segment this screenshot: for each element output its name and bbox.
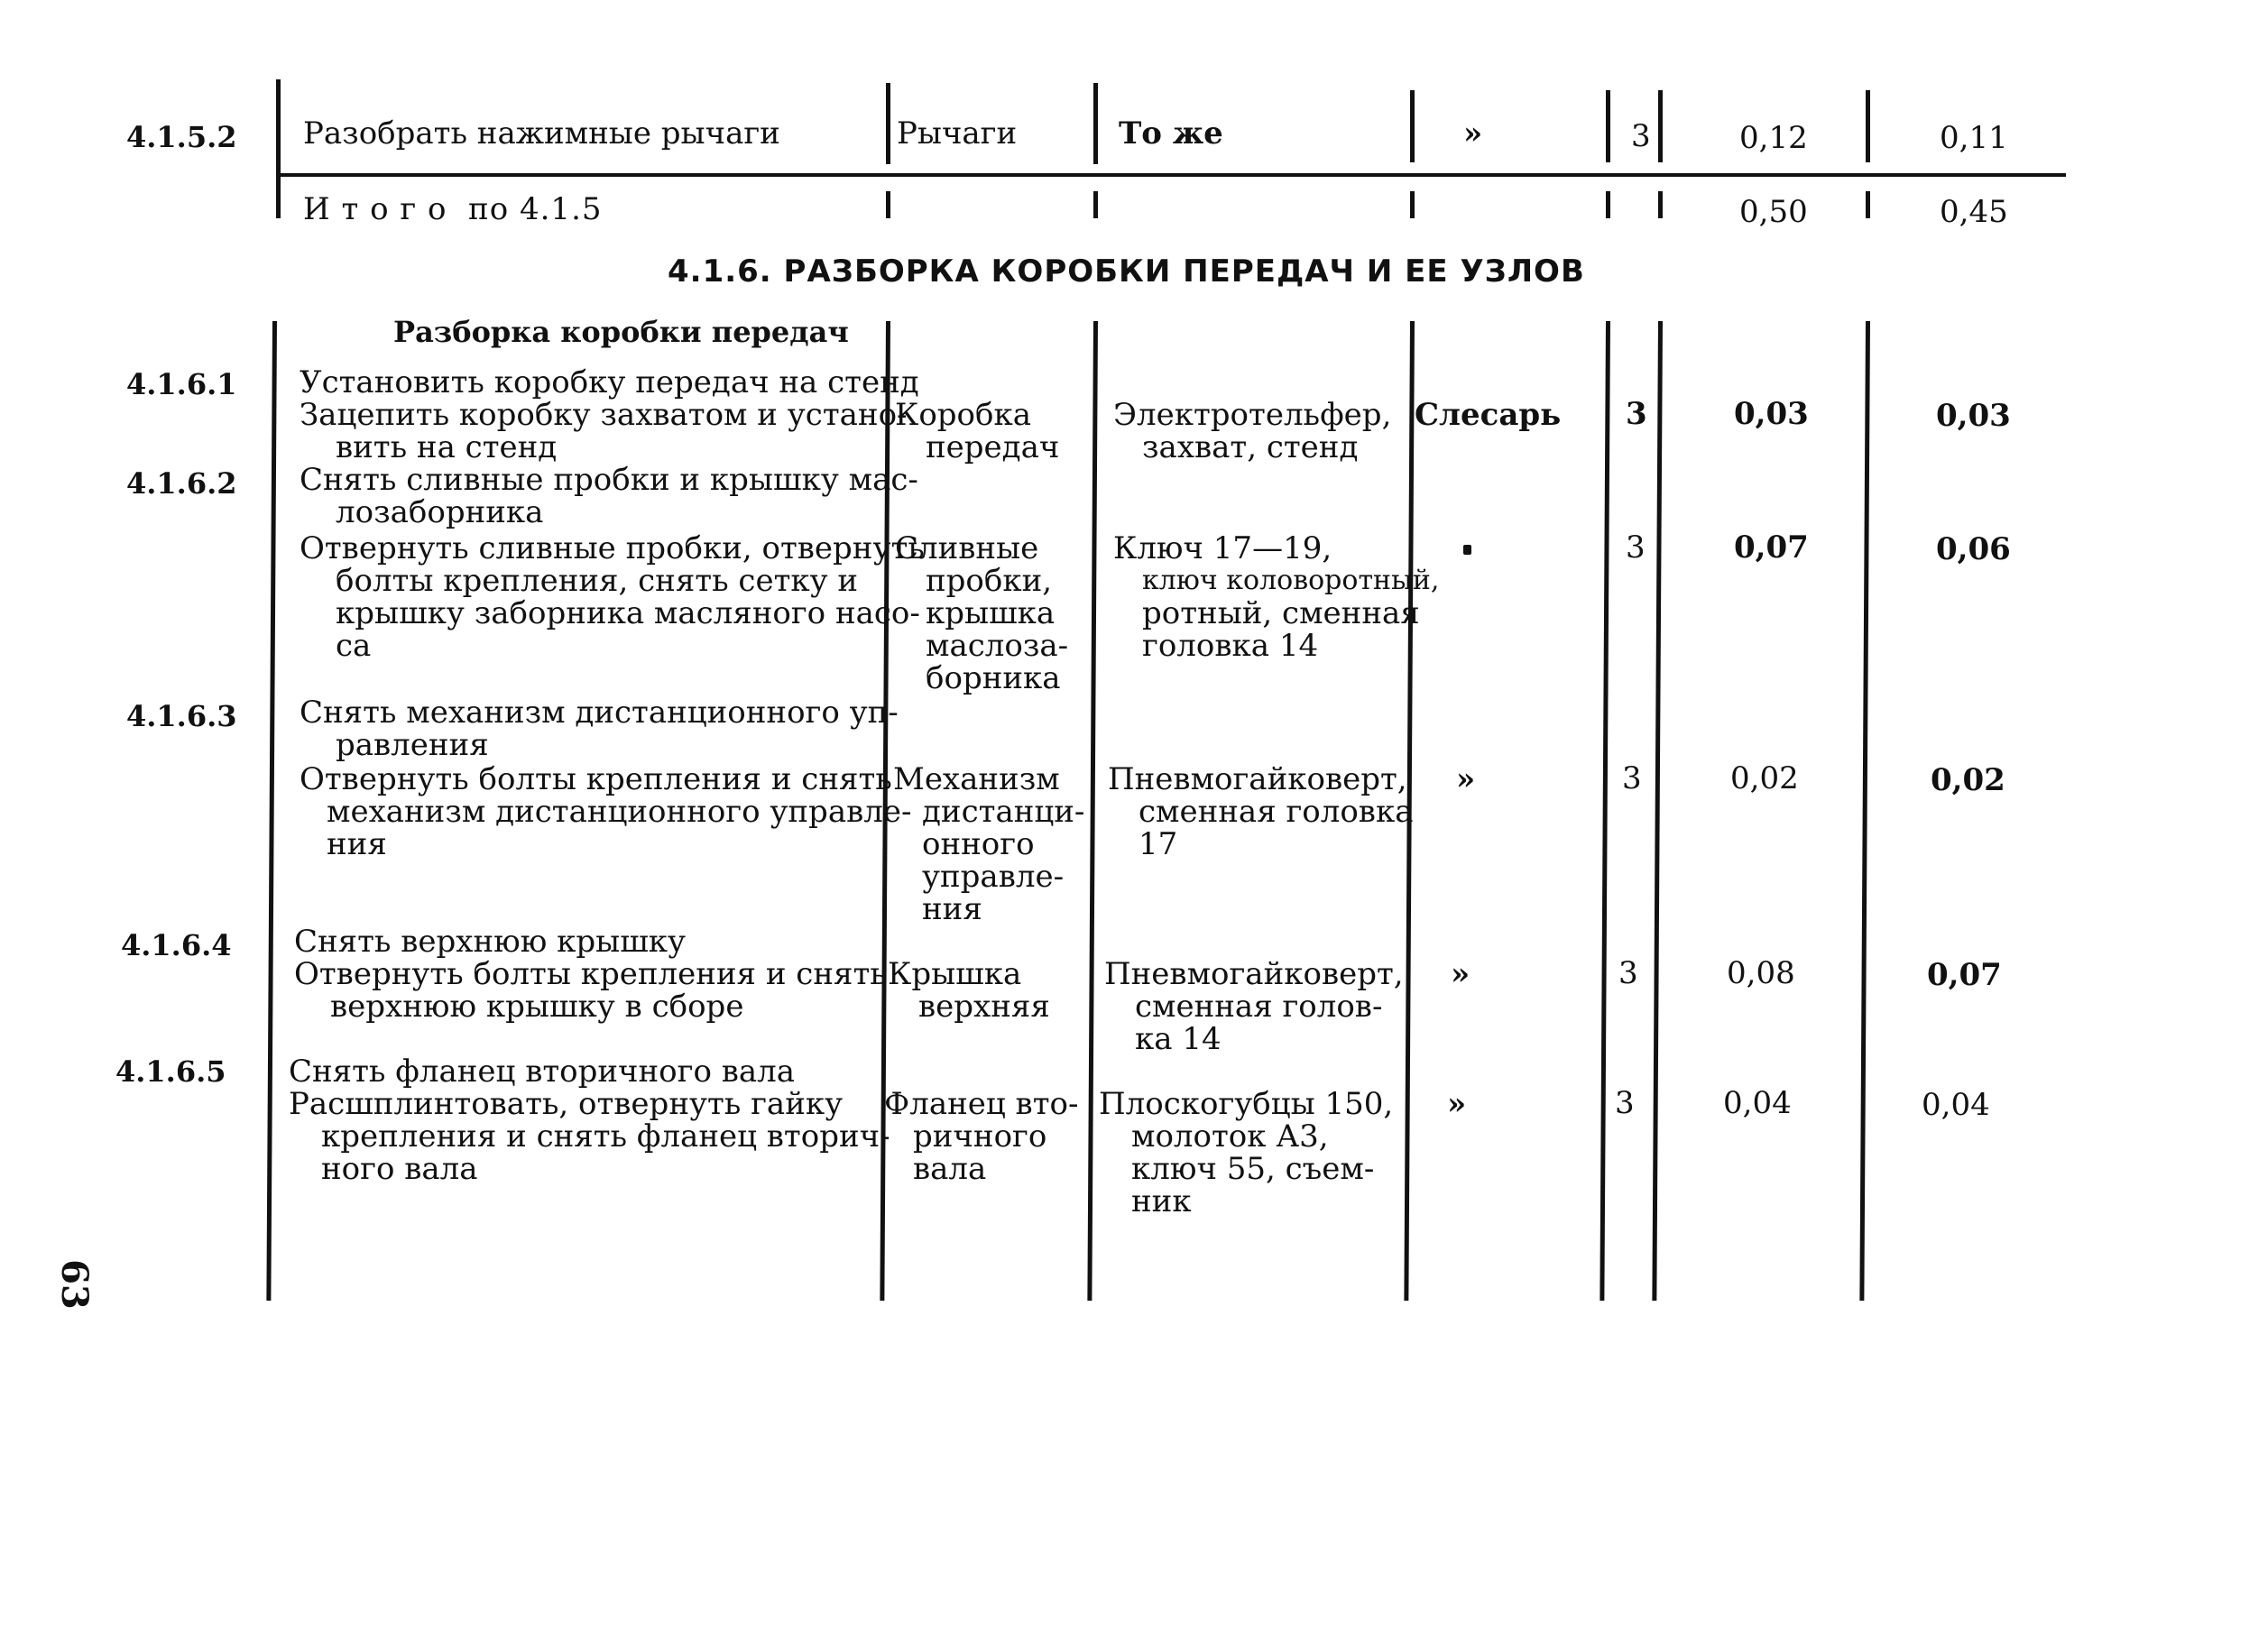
section-title: 4.1.6. РАЗБОРКА КОРОБКИ ПЕРЕДАЧ И ЕЕ УЗЛОВ <box>668 253 1585 290</box>
row-operation-line: лозаборника <box>336 494 544 530</box>
row-equipment-line: Пневмогайковерт, <box>1108 761 1407 797</box>
row-part-line: управле- <box>922 859 1065 895</box>
row-profession: » <box>1463 115 1483 152</box>
row-equipment: То же <box>1119 115 1223 152</box>
row-part-line: ния <box>922 891 982 927</box>
row-part-line: пробки, <box>926 563 1053 599</box>
row-operation: Разобрать нажимные рычаги <box>303 115 780 152</box>
row-detail-line: Отвернуть болты крепления и снять <box>294 956 887 992</box>
row-detail-line: ния <box>327 826 387 862</box>
row-part: Рычаги <box>897 115 1018 152</box>
row-time1: 0,04 <box>1723 1085 1792 1121</box>
row-equipment-line: ка 14 <box>1135 1021 1222 1057</box>
row-detail-line: Зацепить коробку захватом и устано- <box>300 397 908 433</box>
row-part-line: борника <box>926 660 1061 696</box>
row-grade: 3 <box>1618 955 1638 991</box>
rule <box>1087 321 1098 1301</box>
row-detail-line: Расшплинтовать, отвернуть гайку <box>289 1086 844 1122</box>
row-detail-line: са <box>336 628 372 664</box>
row-grade: 3 <box>1622 760 1642 796</box>
rule <box>1093 191 1098 218</box>
row-operation-line: Снять сливные пробки и крышку мас- <box>300 462 918 498</box>
row-part-line: верхняя <box>918 989 1050 1025</box>
row-time1: 0,12 <box>1739 120 1808 156</box>
row-part-line: Сливные <box>895 530 1039 566</box>
row-grade: 3 <box>1631 118 1651 154</box>
rule <box>1658 191 1663 218</box>
row-equipment-line: ключ коловоротный, <box>1142 565 1440 596</box>
row-time2: 0,07 <box>1927 957 2002 993</box>
row-number: 4.1.6.4 <box>121 928 232 962</box>
row-profession: » <box>1451 956 1471 992</box>
row-equipment-line: Плоскогубцы 150, <box>1099 1086 1394 1122</box>
row-part-line: Фланец вто- <box>884 1086 1079 1122</box>
total-time1: 0,50 <box>1739 194 1808 230</box>
row-part-line: Коробка <box>895 397 1032 433</box>
row-equipment-line: ключ 55, съем- <box>1131 1151 1375 1187</box>
row-time2: 0,02 <box>1931 762 2005 798</box>
row-equipment-line: 17 <box>1139 826 1178 862</box>
rule <box>886 83 890 164</box>
row-part-line: ричного <box>913 1118 1047 1155</box>
rule <box>1606 191 1610 218</box>
row-time1: 0,08 <box>1727 955 1795 991</box>
row-operation: Установить коробку передач на стенд <box>300 364 919 400</box>
row-profession: Слесарь <box>1415 397 1562 433</box>
row-operation: Снять верхнюю крышку <box>294 924 687 960</box>
row-profession <box>1463 532 1482 565</box>
rule <box>280 173 2066 177</box>
row-time1: 0,07 <box>1734 529 1809 566</box>
row-number: 4.1.6.1 <box>126 367 237 401</box>
rule <box>1600 321 1610 1301</box>
row-equipment-line: головка 14 <box>1142 628 1319 664</box>
row-time2: 0,04 <box>1922 1087 1990 1123</box>
rule <box>1859 321 1870 1301</box>
total-label: И т о г о по 4.1.5 <box>303 191 603 227</box>
row-equipment-line: захват, стенд <box>1142 429 1359 465</box>
row-time1: 0,03 <box>1734 396 1809 432</box>
row-grade: 3 <box>1626 396 1647 432</box>
row-equipment-line: Электротельфер, <box>1113 397 1392 433</box>
row-equipment-line: ротный, сменная <box>1142 595 1420 631</box>
row-number: 4.1.6.5 <box>115 1054 226 1089</box>
row-operation-line: равления <box>336 727 489 763</box>
row-part-line: маслоза- <box>926 628 1069 664</box>
page-number: 63 <box>52 1259 96 1310</box>
row-time2: 0,03 <box>1936 398 2011 434</box>
row-equipment-line: молоток А3, <box>1131 1118 1329 1155</box>
row-part-line: крышка <box>926 595 1056 631</box>
row-detail-line: Отвернуть сливные пробки, отвернуть <box>300 530 925 566</box>
row-number: 4.1.6.2 <box>126 466 237 501</box>
row-number: 4.1.5.2 <box>126 120 237 154</box>
rule <box>1093 83 1098 164</box>
row-part-line: дистанци- <box>922 794 1085 830</box>
row-equipment-line: ник <box>1131 1183 1192 1219</box>
row-profession: » <box>1456 761 1476 797</box>
row-part-line: онного <box>922 826 1035 862</box>
row-profession: » <box>1447 1086 1467 1122</box>
row-time2: 0,11 <box>1940 120 2008 156</box>
rule <box>1652 321 1663 1301</box>
row-part-line: Механизм <box>893 761 1060 797</box>
rule <box>1866 191 1870 218</box>
subsection-heading: Разборка коробки передач <box>393 315 849 349</box>
row-detail-line: Отвернуть болты крепления и снять <box>300 761 892 797</box>
row-equipment-line: Ключ 17—19, <box>1113 530 1332 566</box>
rule <box>1606 90 1610 162</box>
rule <box>1866 90 1870 162</box>
row-detail-line: механизм дистанционного управле- <box>327 794 912 830</box>
rule <box>1410 191 1415 218</box>
row-number: 4.1.6.3 <box>126 699 237 733</box>
row-grade: 3 <box>1615 1085 1635 1121</box>
row-detail-line: верхнюю крышку в сборе <box>330 989 744 1025</box>
rule <box>276 79 281 218</box>
row-detail-line: ного вала <box>321 1151 478 1187</box>
row-operation: Снять фланец вторичного вала <box>289 1054 796 1090</box>
row-part-line: передач <box>926 429 1060 465</box>
row-time1: 0,02 <box>1730 760 1799 796</box>
total-time2: 0,45 <box>1940 194 2008 230</box>
rule <box>1410 90 1415 162</box>
row-time2: 0,06 <box>1936 531 2011 567</box>
row-part-line: вала <box>913 1151 987 1187</box>
row-grade: 3 <box>1626 529 1646 566</box>
row-detail-line: вить на стенд <box>336 429 558 465</box>
row-detail-line: крышку заборника масляного насо- <box>336 595 920 631</box>
row-detail-line: болты крепления, снять сетку и <box>336 563 859 599</box>
rule <box>886 191 890 218</box>
row-detail-line: крепления и снять фланец вторич- <box>321 1118 890 1155</box>
row-equipment-line: Пневмогайковерт, <box>1104 956 1404 992</box>
row-equipment-line: сменная головка <box>1139 794 1414 830</box>
row-equipment-line: сменная голов- <box>1135 989 1383 1025</box>
rule <box>1658 90 1663 162</box>
row-operation-line: Снять механизм дистанционного уп- <box>300 695 899 731</box>
rule <box>266 321 277 1301</box>
row-part-line: Крышка <box>888 956 1022 992</box>
